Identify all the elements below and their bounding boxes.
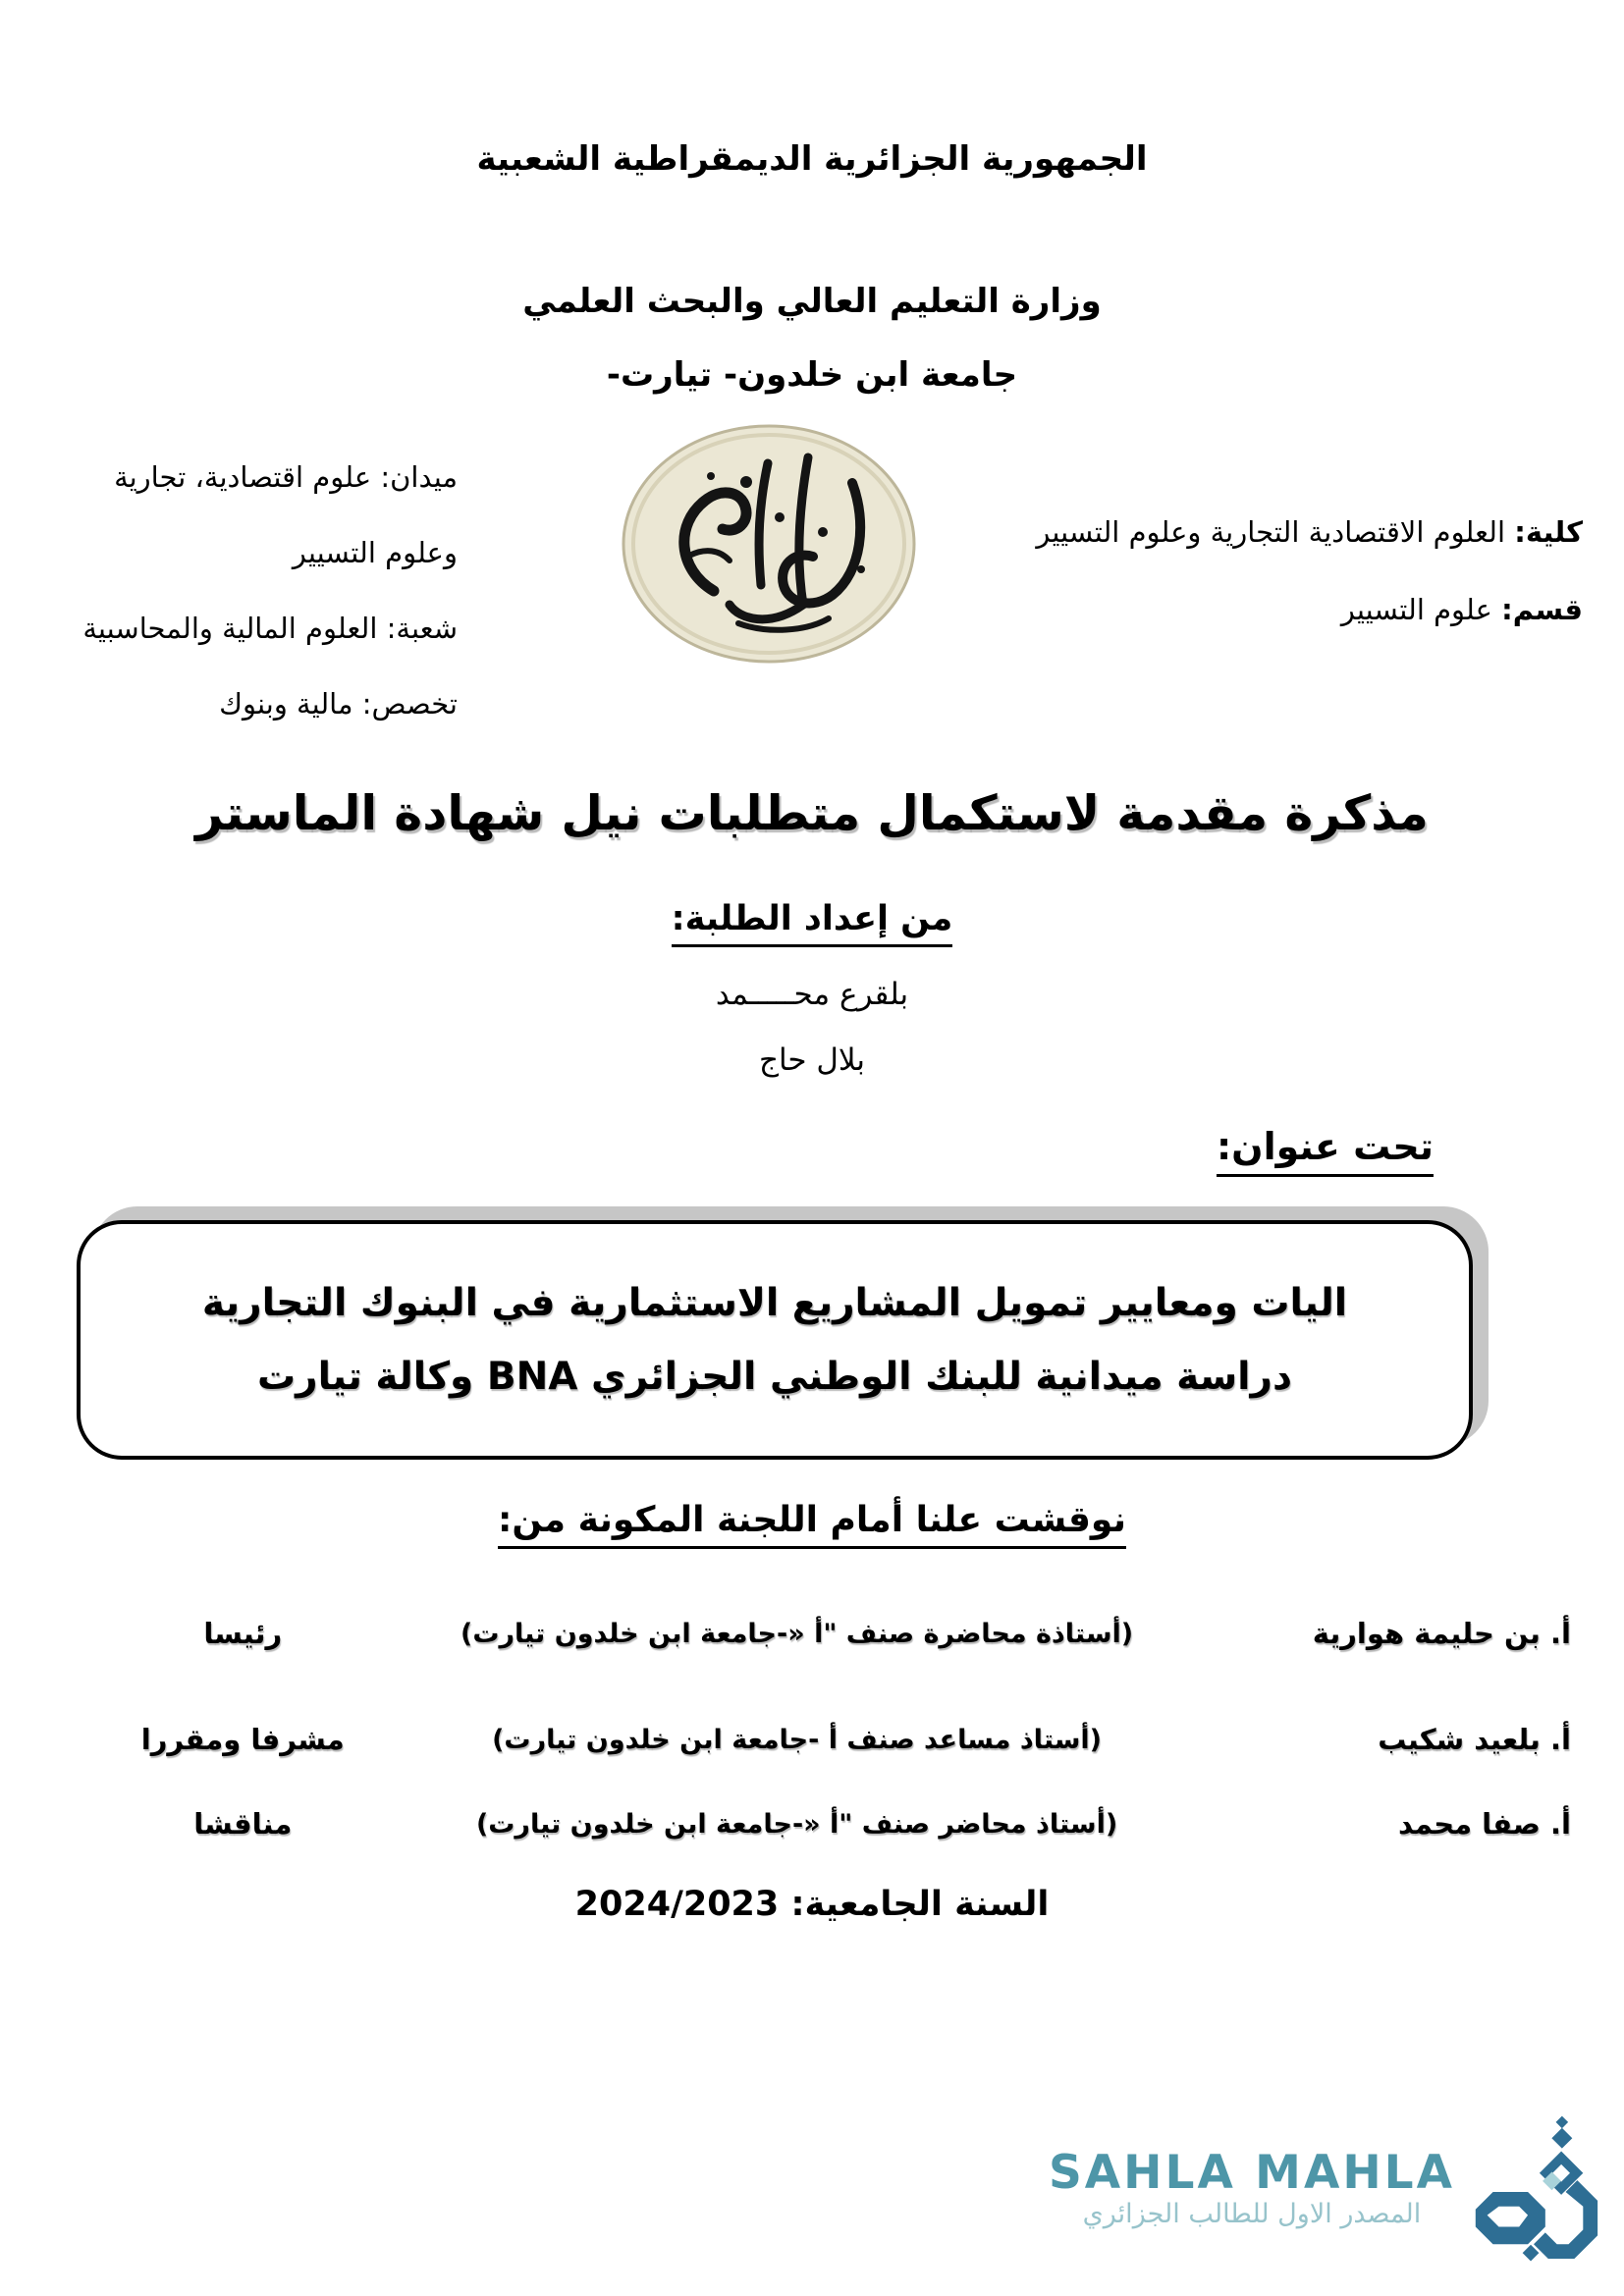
- thesis-title-box: [77, 1220, 1473, 1460]
- member-name: أ. بلعيد شكيب: [1378, 1723, 1571, 1756]
- university-title: جامعة ابن خلدون- تيارت-: [606, 355, 1018, 395]
- member-role: مناقشا: [193, 1807, 293, 1841]
- member-grade: (أستاذة محاضرة صنف "أ «-جامعة ابن خلدون تيارت): [460, 1618, 1134, 1649]
- under-title-heading: [1217, 1125, 1434, 1177]
- student-name-2: بلال حاج: [758, 1042, 866, 1078]
- brand-name: SAHLA MAHLA: [1048, 2145, 1455, 2200]
- member-grade: (أستاذ مساعد صنف أ -جامعة ابن خلدون تيارت): [492, 1724, 1102, 1755]
- faculty-value: العلوم الاقتصادية التجارية وعلوم التسيير: [1036, 515, 1515, 549]
- academic-year: السنة الجامعية: 2024/2023: [574, 1885, 1050, 1924]
- department-value: علوم التسيير: [1340, 593, 1502, 626]
- committee-row-3: [0, 1798, 1624, 1849]
- thesis-title-line-2: دراسة ميدانية للبنك الوطني الجزائري BNA وكالة تيارت: [256, 1355, 1293, 1399]
- member-name: أ. بن حليمة هوارية: [1312, 1617, 1571, 1650]
- prepared-by-heading: [0, 899, 1624, 947]
- field-line: ميدان: علوم اقتصادية، تجارية وعلوم التسيير: [114, 460, 458, 569]
- member-role: مشرفا ومقررا: [140, 1723, 345, 1756]
- brand-text-block: [1048, 2145, 1455, 2230]
- branch-line: شعبة: العلوم المالية والمحاسبية: [82, 612, 458, 645]
- committee-heading-label: نوقشت علنا أمام اللجنة المكونة من:: [498, 1500, 1126, 1549]
- committee-row-1: [0, 1608, 1624, 1659]
- ibn-khaldoun-seal-icon: [621, 422, 917, 666]
- thesis-title-line-1: اليات ومعايير تمويل المشاريع الاستثمارية في البنوك التجارية: [201, 1281, 1348, 1325]
- faculty-line: [915, 494, 1583, 571]
- under-title-label: تحت عنوان:: [1217, 1125, 1434, 1177]
- ministry-title: وزارة التعليم العالي والبحث العلمي: [522, 282, 1102, 321]
- faculty-info-block: [915, 494, 1583, 649]
- study-info-block: [45, 440, 458, 742]
- committee-heading: [0, 1500, 1624, 1549]
- committee-row-2: [0, 1714, 1624, 1765]
- university-logo: [621, 422, 917, 666]
- member-role: رئيسا: [203, 1617, 283, 1650]
- member-name: أ. صفا محمد: [1398, 1807, 1571, 1841]
- brand-watermark: [978, 2110, 1606, 2268]
- faculty-label: كلية:: [1514, 515, 1583, 549]
- member-grade: (أستاذ محاضر صنف "أ «-جامعة ابن خلدون تيارت): [475, 1808, 1118, 1840]
- prepared-by-label: من إعداد الطلبة:: [672, 899, 953, 947]
- specialty-line: تخصص: مالية وبنوك: [219, 687, 458, 721]
- brand-tagline: المصدر الاول للطالب الجزائري: [1082, 2199, 1422, 2230]
- department-line: [915, 571, 1583, 649]
- student-name-1: بلقرع محـــــمد: [715, 977, 909, 1012]
- department-label: قسم:: [1501, 593, 1583, 626]
- sahla-mahla-logo-icon: [1461, 2115, 1606, 2263]
- thesis-type-title: مذكرة مقدمة لاستكمال متطلبات نيل شهادة الماستر: [195, 785, 1429, 841]
- republic-title: الجمهورية الجزائرية الديمقراطية الشعبية: [476, 139, 1148, 179]
